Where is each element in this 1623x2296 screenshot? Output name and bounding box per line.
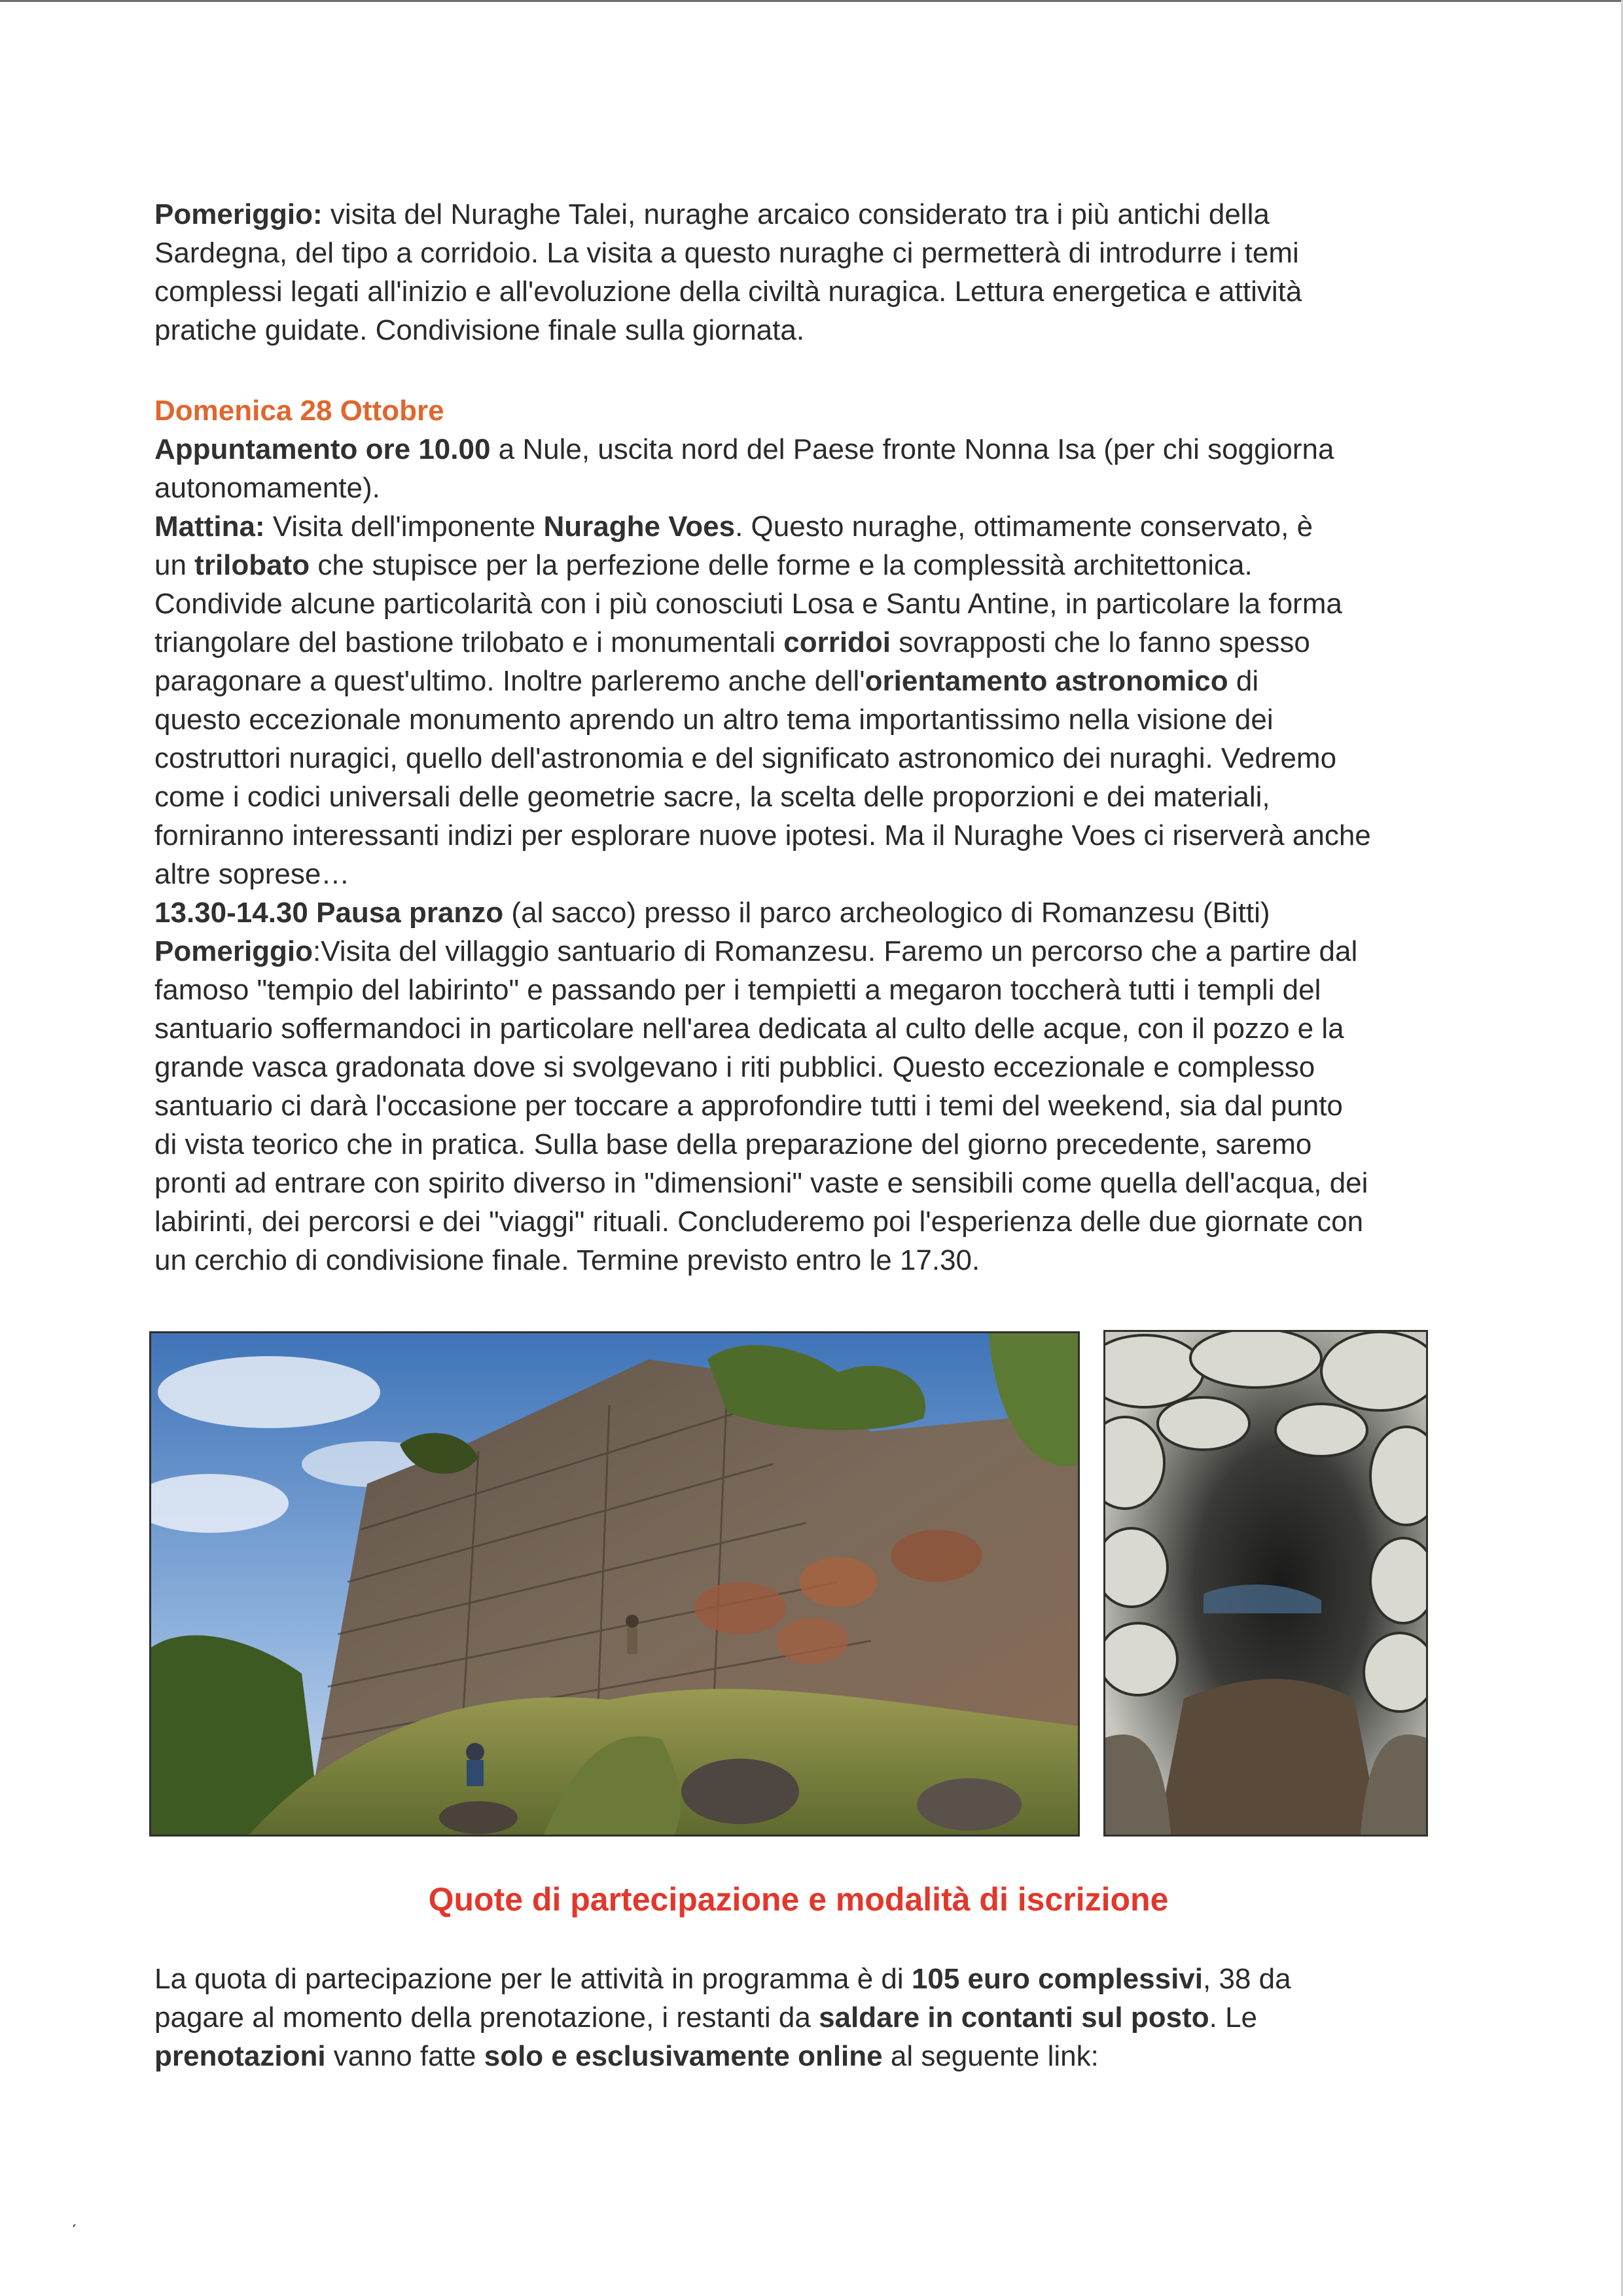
day-heading: Domenica 28 Ottobre xyxy=(154,395,444,427)
text-line: pagare al momento della prenotazione, i restanti da saldare in contanti sul posto. Le xyxy=(154,2001,1258,2034)
text-line: forniranno interessanti indizi per esplorare nuove ipotesi. Ma il Nuraghe Voes ci riserverà anche xyxy=(154,819,1371,852)
photo-stone-corridor xyxy=(1103,1330,1428,1837)
text-line: grande vasca gradonata dove si svolgevano i riti pubblici. Questo eccezionale e complesso xyxy=(154,1051,1315,1083)
paragraph-saturday-afternoon xyxy=(154,195,1463,350)
text-line: pronti ad entrare con spirito diverso in "dimensioni" vaste e sensibili come quella dell'acqua, dei xyxy=(154,1167,1368,1199)
text-line: Pomeriggio: visita del Nuraghe Talei, nuraghe arcaico considerato tra i più antichi della xyxy=(154,198,1270,230)
text-line: santuario soffermandoci in particolare nell'area dedicata al culto delle acque, con il pozzo e la xyxy=(154,1013,1344,1045)
section-title-fees: Quote di partecipazione e modalità di iscrizione xyxy=(428,1881,1169,1918)
paragraph-fees xyxy=(154,1960,1463,2075)
text-line: autonomamente). xyxy=(154,472,380,504)
text-line: Appuntamento ore 10.00 a Nule, uscita nord del Paese fronte Nonna Isa (per chi soggiorna xyxy=(154,433,1334,465)
paragraph-sunday-program xyxy=(154,430,1463,1280)
text-line: costruttori nuragici, quello dell'astronomia e del significato astronomico dei nuraghi. Vedremo xyxy=(154,742,1337,774)
text-line: Condivide alcune particolarità con i più conosciuti Losa e Santu Antine, in particolare la forma xyxy=(154,588,1342,620)
text-line: santuario ci darà l'occasione per toccare a approfondire tutti i temi del weekend, sia dal punto xyxy=(154,1090,1343,1122)
text-line: un trilobato che stupisce per la perfezione delle forme e la complessità architettonica. xyxy=(154,549,1253,581)
text-line: un cerchio di condivisione finale. Termine previsto entro le 17.30. xyxy=(154,1244,980,1276)
text-line: complessi legati all'inizio e all'evoluzione della civiltà nuragica. Lettura energetica e attività xyxy=(154,276,1302,308)
text-line: di vista teorico che in pratica. Sulla base della preparazione del giorno precedente, saremo xyxy=(154,1128,1312,1160)
scan-top-border xyxy=(0,0,1623,2)
text-line: La quota di partecipazione per le attività in programma è di 105 euro complessivi, 38 da xyxy=(154,1963,1291,1995)
text-line: triangolare del bastione trilobato e i monumentali corridoi sovrapposti che lo fanno spesso xyxy=(154,626,1310,658)
text-line: altre soprese… xyxy=(154,858,350,890)
text-line: questo eccezionale monumento aprendo un altro tema importantissimo nella visione dei xyxy=(154,704,1274,736)
text-line: Pomeriggio:Visita del villaggio santuario di Romanzesu. Faremo un percorso che a partire dal xyxy=(154,935,1358,967)
text-line: pratiche guidate. Condivisione finale sulla giornata. xyxy=(154,314,805,346)
photo-nuraghe-voes xyxy=(149,1331,1080,1837)
text-line: come i codici universali delle geometrie sacre, la scelta delle proporzioni e dei materiali, xyxy=(154,781,1270,813)
scan-mark: ˏ xyxy=(71,2207,77,2227)
text-line: famoso "tempio del labirinto" e passando per i tempietti a megaron toccherà tutti i templi del xyxy=(154,974,1321,1006)
text-line: labirinti, dei percorsi e dei "viaggi" rituali. Concluderemo poi l'esperienza delle due giornate con xyxy=(154,1206,1364,1238)
text-line: prenotazioni vanno fatte solo e esclusivamente online al seguente link: xyxy=(154,2040,1099,2072)
text-line: 13.30-14.30 Pausa pranzo (al sacco) presso il parco archeologico di Romanzesu (Bitti) xyxy=(154,897,1270,929)
text-line: Sardegna, del tipo a corridoio. La visita a questo nuraghe ci permetterà di introdurre i temi xyxy=(154,237,1299,269)
text-line: paragonare a quest'ultimo. Inoltre parleremo anche dell'orientamento astronomico di xyxy=(154,665,1259,697)
text-line: Mattina: Visita dell'imponente Nuraghe Voes. Questo nuraghe, ottimamente conservato, è xyxy=(154,511,1313,543)
